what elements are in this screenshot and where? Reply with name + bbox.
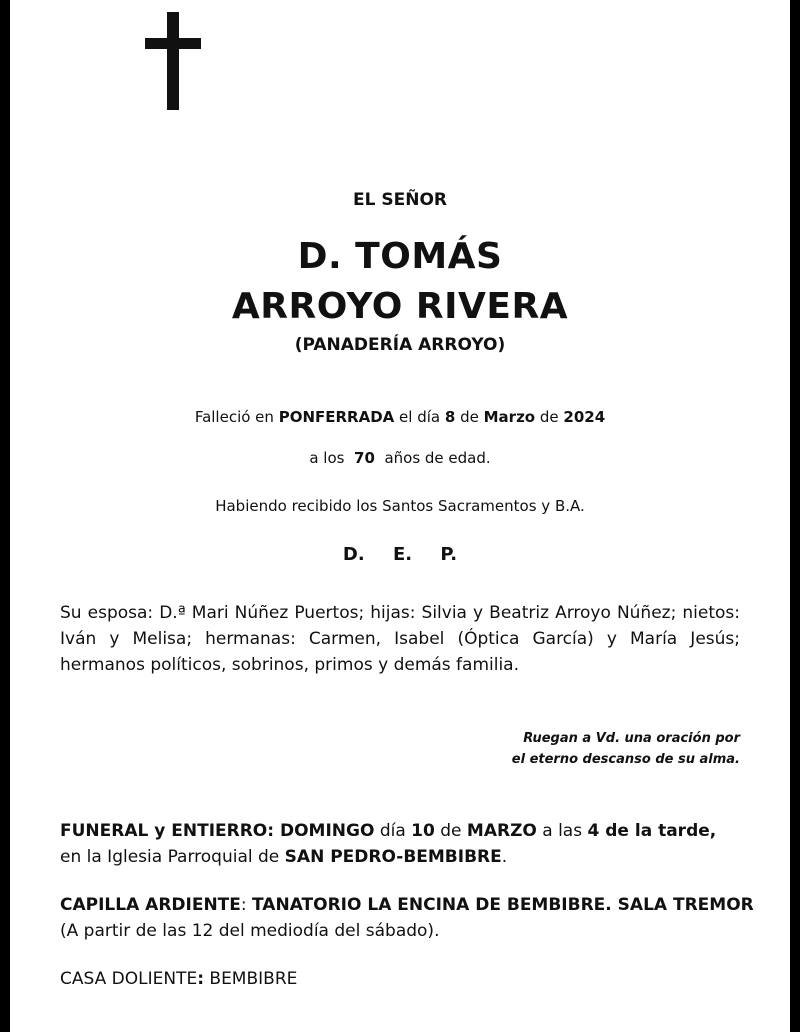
death-day: 8 bbox=[444, 408, 456, 426]
prayer-text bbox=[512, 728, 740, 770]
cross-icon bbox=[145, 12, 201, 110]
capilla-info: CAPILLA ARDIENTE: TANATORIO LA ENCINA DE BEMBIBRE. SALA TREMOR (A partir de las 12 del mediodía del sábado). bbox=[60, 895, 754, 941]
age-info: a los 70 años de edad. bbox=[309, 449, 491, 467]
honorific-title: EL SEÑOR bbox=[353, 190, 447, 210]
dep-text: D. E. P. bbox=[342, 544, 458, 565]
prayer-line1: Ruegan a Vd. una oración por bbox=[523, 731, 740, 746]
capilla-place: TANATORIO LA ENCINA DE BEMBIBRE. SALA TREMOR bbox=[252, 895, 754, 915]
death-year: 2024 bbox=[563, 408, 606, 426]
deceased-name-line1: D. TOMÁS bbox=[297, 236, 503, 277]
death-month: Marzo bbox=[483, 408, 536, 426]
age-value: 70 bbox=[354, 449, 375, 467]
funeral-info: FUNERAL y ENTIERRO: DOMINGO día 10 de MARZO a las 4 de la tarde, en la Iglesia Parroquial de SAN PEDRO-BEMBIBRE. bbox=[60, 821, 717, 867]
deceased-name-line2: ARROYO RIVERA bbox=[231, 286, 569, 327]
death-place: PONFERRADA bbox=[278, 408, 395, 426]
funeral-church: SAN PEDRO-BEMBIBRE bbox=[284, 847, 502, 867]
family-text: Su esposa: D.ª Mari Núñez Puertos; hijas: Silvia y Beatriz Arroyo Núñez; nietos: Iván y Melisa; hermanas: Carmen, Isabel (Óptica García) y María Jesús; hermanos políticos, sobrinos, primos y demás familia. bbox=[60, 603, 740, 675]
funeral-label: FUNERAL y ENTIERRO: DOMINGO bbox=[60, 821, 375, 841]
deceased-nickname: (PANADERÍA ARROYO) bbox=[294, 335, 506, 355]
prayer-line2: el eterno descanso de su alma. bbox=[511, 752, 740, 767]
capilla-label: CAPILLA ARDIENTE bbox=[60, 895, 241, 915]
death-info: Falleció en PONFERRADA el día 8 de Marzo de 2024 bbox=[194, 408, 606, 426]
casa-doliente: CASA DOLIENTE: BEMBIBRE bbox=[60, 969, 298, 989]
sacraments-text: Habiendo recibido los Santos Sacramentos y B.A. bbox=[215, 497, 585, 515]
obituary-page bbox=[10, 0, 790, 1032]
